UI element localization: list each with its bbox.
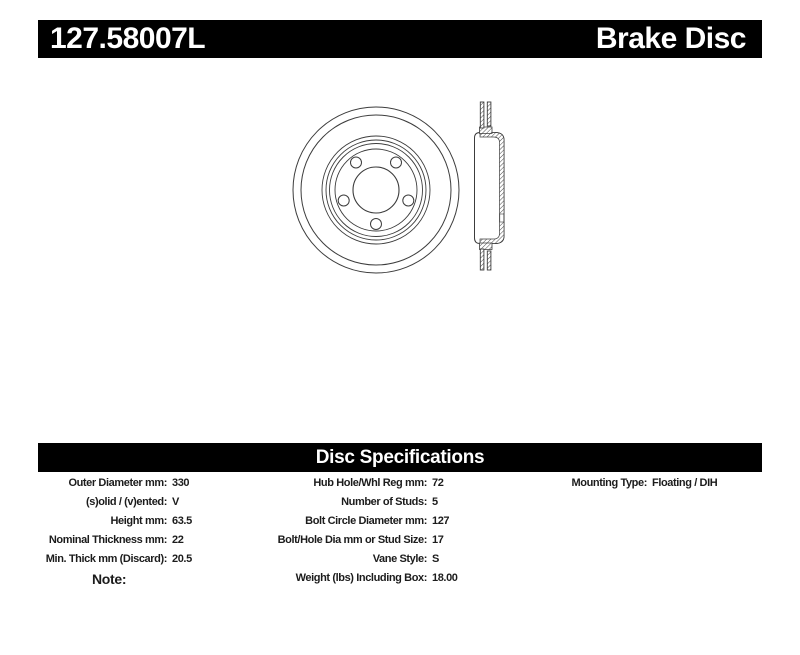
spec-label: Hub Hole/Whl Reg mm:	[313, 477, 427, 489]
spec-value: Floating / DIH	[652, 477, 718, 489]
spec-value: S	[432, 553, 439, 565]
header-bar	[38, 20, 762, 58]
note-label: Note:	[92, 571, 127, 587]
spec-value: 330	[172, 477, 190, 489]
brake-disc-drawing	[270, 90, 520, 285]
spec-column-left	[17, 474, 192, 569]
spec-row-bolt-circle-diameter	[267, 512, 458, 531]
spec-row-nominal-thickness	[17, 531, 192, 550]
spec-value: 20.5	[172, 553, 192, 565]
stud-hole	[338, 195, 349, 206]
spec-label: Weight (lbs) Including Box:	[295, 572, 427, 584]
spec-value: 72	[432, 477, 444, 489]
spec-row-solid-vented	[17, 493, 192, 512]
spec-value: 17	[432, 534, 444, 546]
spec-label: Number of Studs:	[341, 496, 427, 508]
spec-label: Height mm:	[110, 515, 167, 527]
spec-value: 18.00	[432, 572, 458, 584]
spec-row-hub-hole	[267, 474, 458, 493]
spec-column-right	[487, 474, 717, 493]
spec-section-bar	[38, 443, 762, 472]
product-title: Brake Disc	[595, 22, 746, 55]
spec-row-mounting-type	[487, 474, 717, 493]
spec-label: Bolt/Hole Dia mm or Stud Size:	[277, 534, 427, 546]
spec-label: (s)olid / (v)ented:	[85, 496, 167, 508]
spec-label: Nominal Thickness mm:	[48, 534, 167, 546]
spec-row-weight	[267, 569, 458, 588]
spec-row-vane-style	[267, 550, 458, 569]
stud-hole	[371, 219, 382, 230]
spec-row-bolt-hole-dia	[267, 531, 458, 550]
spec-value: V	[172, 496, 179, 508]
spec-label: Outer Diameter mm:	[68, 477, 167, 489]
spec-row-height	[17, 512, 192, 531]
spec-column-middle	[267, 474, 458, 588]
spec-value: 5	[432, 496, 438, 508]
stud-hole	[351, 157, 362, 168]
spec-row-outer-diameter	[17, 474, 192, 493]
spec-label: Mounting Type:	[571, 477, 647, 489]
spec-row-min-thick	[17, 550, 192, 569]
spec-label: Min. Thick mm (Discard):	[45, 553, 167, 565]
spec-label: Bolt Circle Diameter mm:	[305, 515, 427, 527]
spec-value: 127	[432, 515, 450, 527]
spec-label: Vane Style:	[372, 553, 427, 565]
spec-row-number-of-studs	[267, 493, 458, 512]
part-number: 127.58007L	[50, 22, 206, 55]
spec-value: 63.5	[172, 515, 192, 527]
stud-hole	[391, 157, 402, 168]
brake-disc-side-view	[475, 102, 505, 270]
stud-hole	[403, 195, 414, 206]
spec-section-title: Disc Specifications	[315, 447, 485, 468]
spec-value: 22	[172, 534, 184, 546]
brake-disc-front-view	[293, 107, 459, 273]
